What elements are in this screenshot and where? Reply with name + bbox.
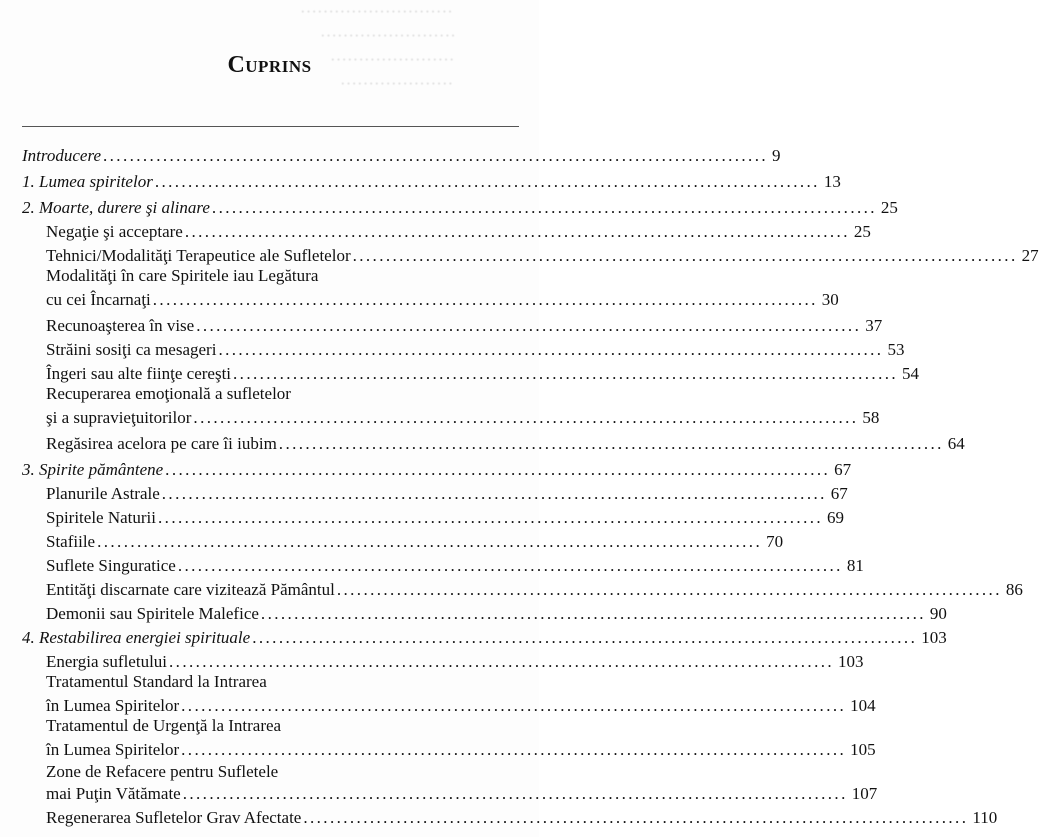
dot-leader: .................................................................................................... bbox=[152, 290, 818, 309]
toc-label: Străini sosiţi ca mesageri bbox=[46, 340, 217, 359]
show-through-text: ··························· ························ ······················ ···················· bbox=[300, 2, 456, 93]
toc-label: Suflete Singuratice bbox=[46, 556, 176, 575]
toc-page-number: 86 bbox=[1005, 580, 1023, 599]
toc-label: Planurile Astrale bbox=[46, 484, 160, 503]
toc-label: cu cei Încarnaţi bbox=[46, 290, 151, 309]
toc-label: Regenerarea Sufletelor Grav Afectate bbox=[46, 808, 302, 827]
toc-section-first-line: Tratamentul de Urgenţă la Intrarea bbox=[46, 716, 282, 735]
dot-leader: .................................................................................................... bbox=[181, 696, 847, 715]
dot-leader: .................................................................................................... bbox=[352, 246, 1018, 265]
toc-chapter-4[interactable] bbox=[22, 626, 947, 648]
toc-label: Regăsirea acelora pe care îi iubim bbox=[46, 434, 277, 453]
toc-label: Negaţie şi acceptare bbox=[46, 222, 183, 241]
toc-label: 2. Moarte, durere şi alinare bbox=[22, 198, 210, 217]
toc-page-number: 25 bbox=[880, 198, 898, 217]
dot-leader: .................................................................................................... bbox=[196, 316, 862, 335]
toc-page-number: 103 bbox=[921, 628, 947, 647]
toc-chapter-2[interactable] bbox=[22, 196, 898, 218]
toc-label: Spiritele Naturii bbox=[46, 508, 157, 527]
toc-chapter-introducere[interactable] bbox=[22, 144, 781, 166]
toc-chapter-3[interactable] bbox=[22, 458, 852, 480]
toc-section-first-line: Recuperarea emoţională a sufletelor bbox=[46, 384, 291, 403]
toc-label: Recunoaşterea în vise bbox=[46, 316, 195, 335]
dot-leader: .................................................................................................... bbox=[193, 408, 859, 427]
toc-label: Demonii sau Spiritele Malefice bbox=[46, 604, 259, 623]
toc-section[interactable] bbox=[46, 530, 784, 552]
dot-leader: .................................................................................................... bbox=[218, 340, 884, 359]
toc-section[interactable] bbox=[46, 432, 965, 454]
dot-leader: .................................................................................................... bbox=[233, 364, 899, 383]
toc-page-number: 9 bbox=[772, 146, 781, 165]
dot-leader: .................................................................................................... bbox=[165, 460, 831, 479]
toc-section[interactable] bbox=[46, 314, 883, 336]
toc-page-number: 67 bbox=[834, 460, 852, 479]
toc-page-number: 90 bbox=[929, 604, 947, 623]
toc-label: Tehnici/Modalităţi Terapeutice ale Sufletelor bbox=[46, 246, 351, 265]
toc-section[interactable] bbox=[46, 220, 871, 242]
toc-label: mai Puţin Vătămate bbox=[46, 784, 181, 803]
toc-page-number: 53 bbox=[887, 340, 905, 359]
dot-leader: .................................................................................................... bbox=[278, 434, 944, 453]
toc-page-number: 107 bbox=[851, 784, 878, 803]
toc-section[interactable] bbox=[46, 738, 876, 760]
toc-page-number: 30 bbox=[821, 290, 839, 309]
toc-section[interactable] bbox=[46, 406, 880, 428]
dot-leader: .................................................................................................... bbox=[211, 198, 877, 217]
dot-leader: .................................................................................................... bbox=[184, 222, 850, 241]
toc-section[interactable] bbox=[46, 602, 947, 624]
toc-page-number: 13 bbox=[823, 172, 841, 191]
toc-page-number: 58 bbox=[862, 408, 880, 427]
toc-section[interactable] bbox=[46, 578, 1023, 600]
dot-leader: .................................................................................................... bbox=[177, 556, 843, 575]
toc-section[interactable] bbox=[46, 244, 1039, 266]
toc-section-first-line: Zone de Refacere pentru Sufletele bbox=[46, 762, 279, 781]
toc-section[interactable] bbox=[46, 288, 839, 310]
toc-label: Entităţi discarnate care vizitează Pământul bbox=[46, 580, 335, 599]
toc-page-number: 103 bbox=[838, 652, 864, 671]
toc-section[interactable] bbox=[46, 506, 845, 528]
toc-label: şi a supravieţuitorilor bbox=[46, 408, 192, 427]
toc-section[interactable] bbox=[46, 362, 920, 384]
toc-section[interactable] bbox=[46, 782, 878, 804]
dot-leader: .................................................................................................... bbox=[252, 628, 918, 647]
toc-label: Îngeri sau alte fiinţe cereşti bbox=[46, 364, 232, 383]
toc-label: Energia sufletului bbox=[46, 652, 168, 671]
toc-page-number: 67 bbox=[830, 484, 848, 503]
toc-page-number: 81 bbox=[846, 556, 864, 575]
dot-leader: .................................................................................................... bbox=[161, 484, 827, 503]
toc-page-number: 110 bbox=[972, 808, 998, 827]
dot-leader: .................................................................................................... bbox=[303, 808, 969, 827]
page-title: Cuprins bbox=[227, 52, 312, 78]
toc-page-number: 64 bbox=[947, 434, 965, 453]
toc-label: Introducere bbox=[22, 146, 101, 165]
toc-page-number: 69 bbox=[827, 508, 845, 527]
toc-section[interactable] bbox=[46, 554, 864, 576]
toc-section[interactable] bbox=[46, 338, 905, 360]
toc-section[interactable] bbox=[46, 694, 876, 716]
toc-label: 4. Restabilirea energiei spirituale bbox=[22, 628, 251, 647]
dot-leader: .................................................................................................... bbox=[260, 604, 926, 623]
dot-leader: .................................................................................................... bbox=[97, 532, 763, 551]
dot-leader: .................................................................................................... bbox=[182, 784, 848, 803]
toc-page-number: 105 bbox=[850, 740, 876, 759]
toc-page-number: 54 bbox=[902, 364, 920, 383]
toc-page-number: 25 bbox=[853, 222, 871, 241]
dot-leader: .................................................................................................... bbox=[154, 172, 820, 191]
toc-section-first-line: Modalităţi în care Spiritele iau Legătura bbox=[46, 266, 319, 285]
toc-page-number: 104 bbox=[850, 696, 876, 715]
dot-leader: .................................................................................................... bbox=[336, 580, 1002, 599]
toc-label: în Lumea Spiritelor bbox=[46, 696, 180, 715]
toc-section[interactable] bbox=[46, 482, 848, 504]
toc-chapter-1[interactable] bbox=[22, 170, 841, 192]
toc-section[interactable] bbox=[46, 806, 998, 828]
toc-label: în Lumea Spiritelor bbox=[46, 740, 180, 759]
toc-label: 1. Lumea spiritelor bbox=[22, 172, 153, 191]
dot-leader: .................................................................................................... bbox=[169, 652, 835, 671]
toc-section-first-line: Tratamentul Standard la Intrarea bbox=[46, 672, 267, 691]
toc-section[interactable] bbox=[46, 650, 864, 672]
dot-leader: .................................................................................................... bbox=[103, 146, 768, 165]
toc-label: 3. Spirite pământene bbox=[22, 460, 164, 479]
dot-leader: .................................................................................................... bbox=[181, 740, 847, 759]
toc-label: Stafiile bbox=[46, 532, 96, 551]
dot-leader: .................................................................................................... bbox=[158, 508, 824, 527]
toc-page-number: 37 bbox=[865, 316, 883, 335]
toc-page-number: 70 bbox=[766, 532, 784, 551]
toc-page-number: 27 bbox=[1021, 246, 1039, 265]
